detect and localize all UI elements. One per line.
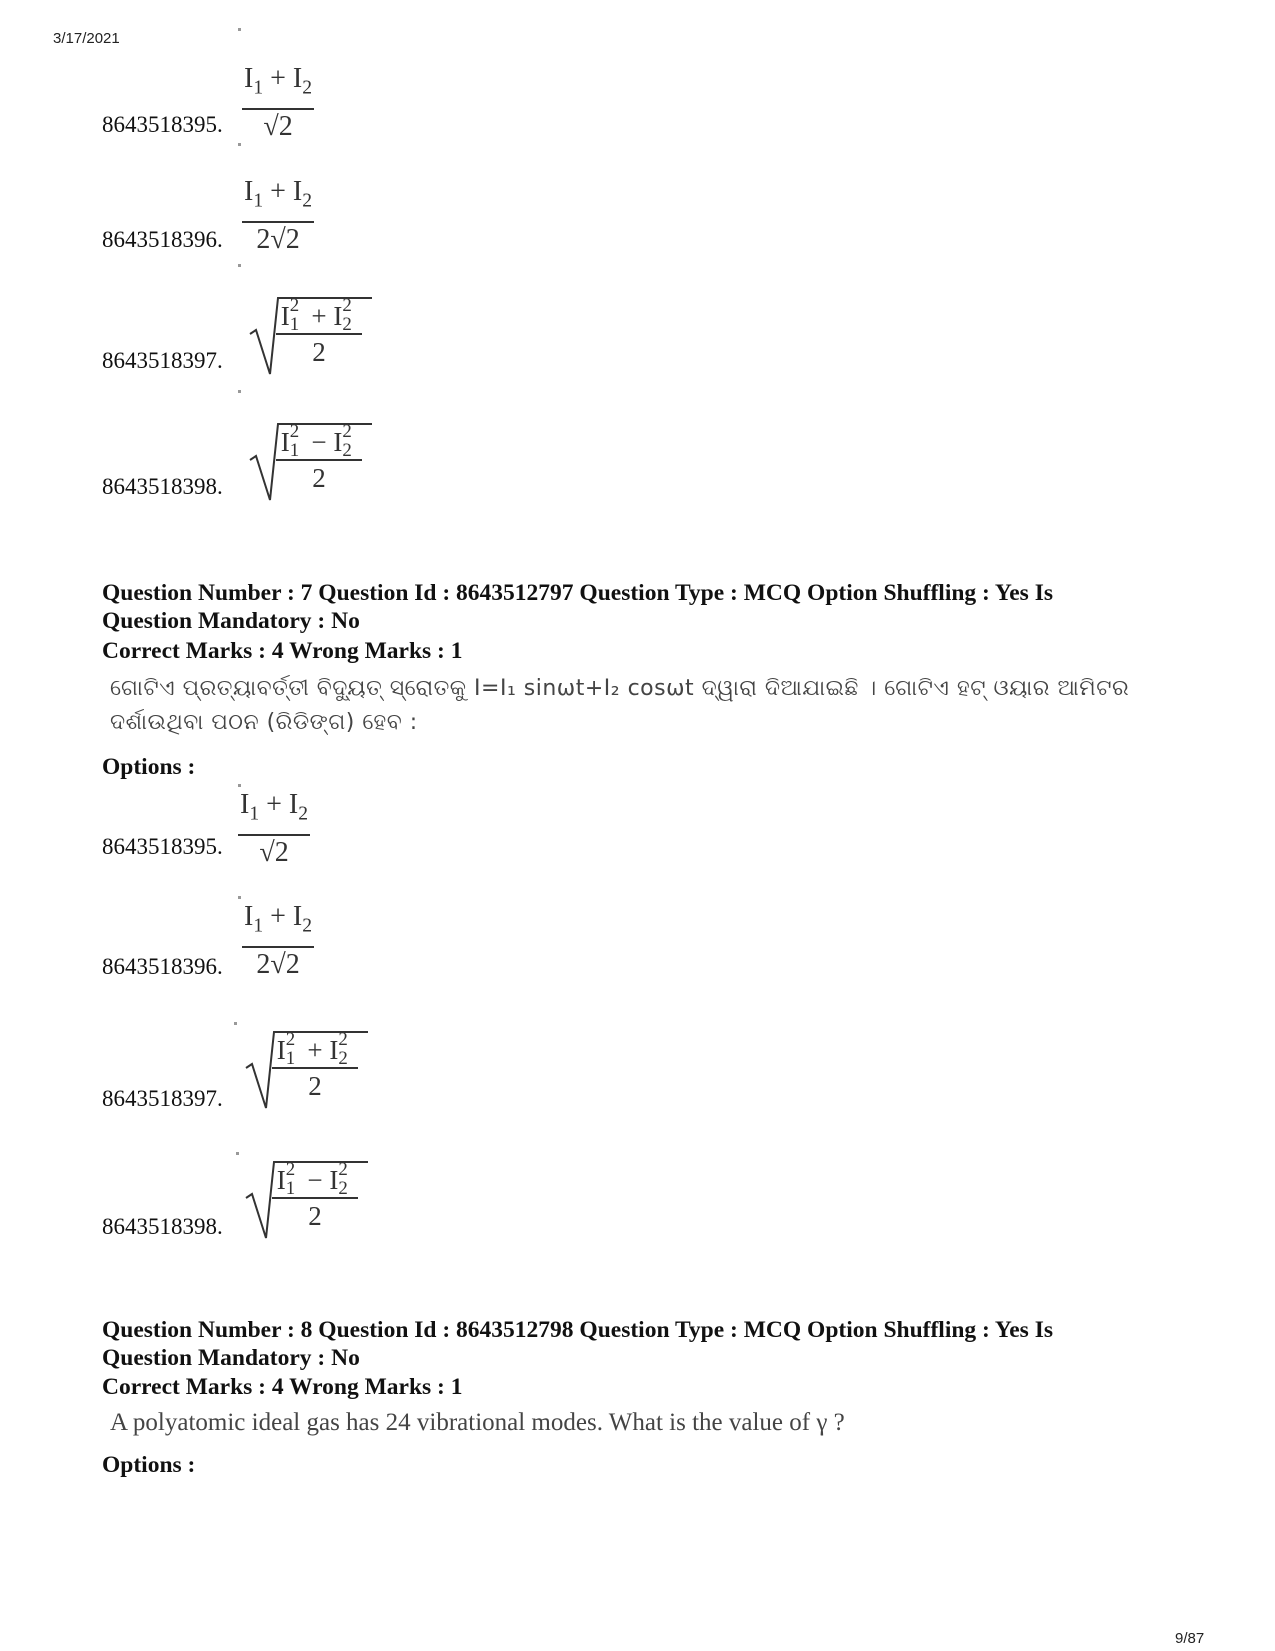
option-id: 8643518395. [102, 112, 223, 137]
option-id: 8643518396. [102, 227, 223, 252]
options-label: Options : [102, 1452, 196, 1478]
question-8-marks: Correct Marks : 4 Wrong Marks : 1 [102, 1374, 463, 1400]
option-3: 8643518397. I 2 1 + I 2 2 2 [102, 264, 602, 374]
option-1: 8643518395. $\frac{I_1 + I_2}{√2}$ [102, 28, 602, 138]
option-2: 8643518396. $\frac{I_1 + I_2}{2√2}$ [102, 870, 602, 980]
option-4: 8643518398. I 2 1 − I 2 2 2 [102, 1130, 602, 1240]
question-8-text: A polyatomic ideal gas has 24 vibrational modes. What is the value of γ ? [110, 1409, 845, 1436]
question-7-meta [102, 579, 1162, 635]
question-meta-line1: Question Number : 7 Question Id : 8643512797 Question Type : MCQ Option Shuffling : Yes Is [102, 580, 1053, 606]
option-1: 8643518395. $\frac{I_1 + I_2}{√2}$ [102, 750, 602, 860]
option-4: 8643518398. I 2 1 − I 2 2 2 [102, 390, 602, 500]
question-text-line2: ଦର୍ଶାଉଥିବା ପଠନ (ରିଡିଙ୍ଗ) ହେବ : [110, 710, 418, 735]
option-id: 8643518397. [102, 348, 223, 373]
question-meta-line2: Question Mandatory : No [102, 1345, 360, 1371]
option-id: 8643518397. [102, 1086, 223, 1111]
question-text-line1: ଗୋଟିଏ ପ୍ରତ୍ୟାବର୍ତ୍ତୀ ବିଦ୍ୟୁତ୍ ସ୍ରୋତକୁ I=I₁ sinωt+I₂ cosωt ଦ୍ୱାରା ଦିଆଯାଇଛି । ଗୋଟିଏ ହଟ୍ ଓୟାର ଆମିଟର [110, 676, 1130, 701]
question-7-text [110, 672, 1170, 740]
option-id: 8643518398. [102, 474, 223, 499]
question-meta-line1: Question Number : 8 Question Id : 8643512798 Question Type : MCQ Option Shuffling : Yes Is [102, 1317, 1053, 1343]
option-2: 8643518396. $\frac{I_1 + I_2}{2√2}$ [102, 143, 602, 253]
option-id: 8643518396. [102, 954, 223, 979]
question-meta-line2: Question Mandatory : No [102, 608, 360, 634]
option-3: 8643518397. I 2 1 + I 2 2 2 [102, 1002, 602, 1112]
options-label: Options : [102, 754, 196, 780]
option-id: 8643518398. [102, 1214, 223, 1239]
page-number: 9/87 [1175, 1630, 1205, 1647]
option-id: 8643518395. [102, 834, 223, 859]
print-date: 3/17/2021 [53, 30, 120, 47]
question-7-marks: Correct Marks : 4 Wrong Marks : 1 [102, 638, 463, 664]
question-8-meta [102, 1316, 1162, 1372]
